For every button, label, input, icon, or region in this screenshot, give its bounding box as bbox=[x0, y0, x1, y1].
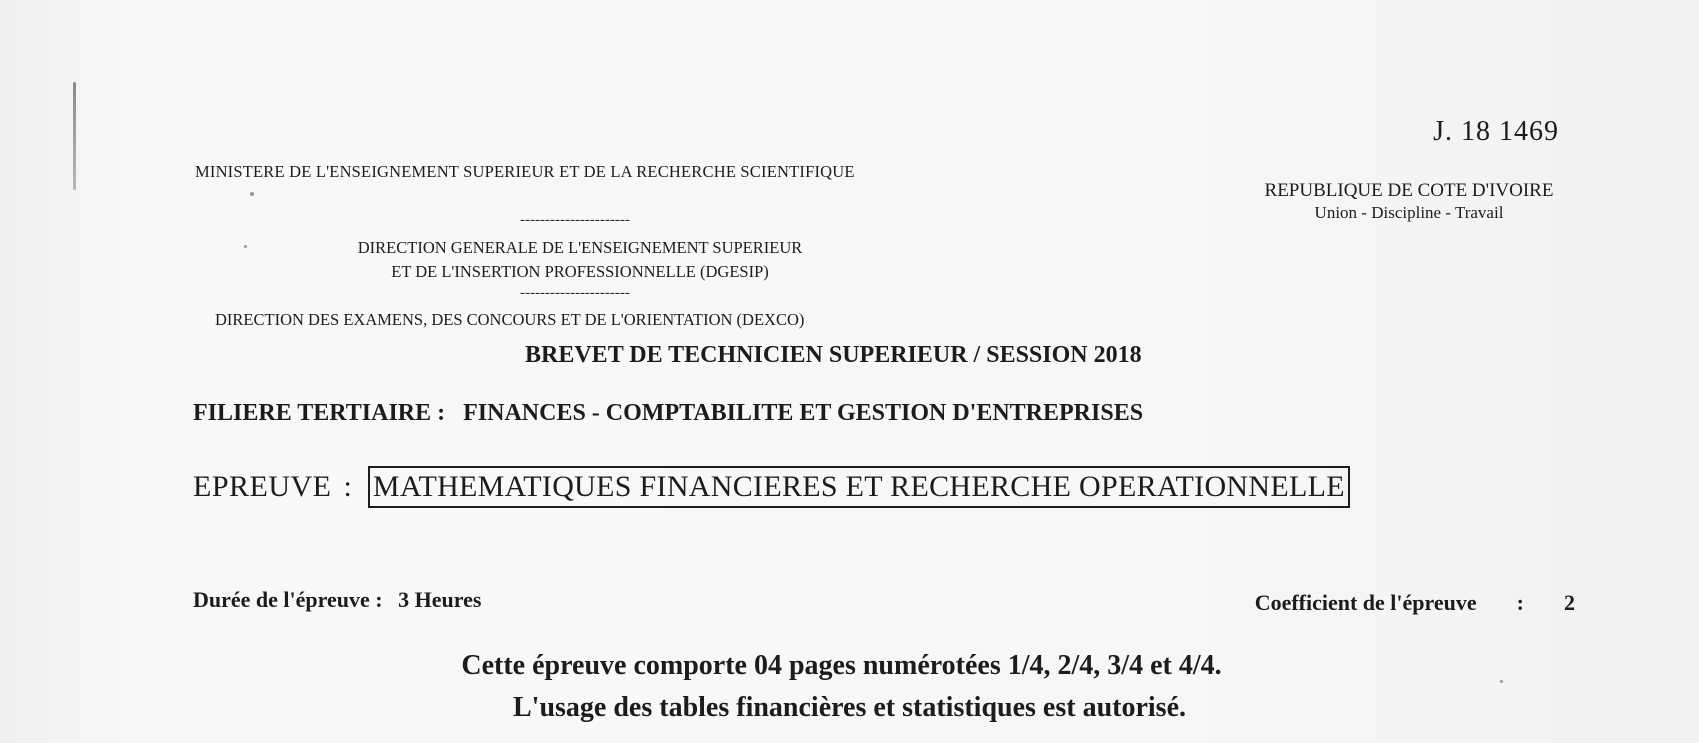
duration-line bbox=[193, 587, 481, 613]
filiere-label: FILIERE TERTIAIRE : bbox=[193, 400, 446, 426]
epreuve-colon: : bbox=[343, 470, 352, 503]
epreuve-title-box: MATHEMATIQUES FINANCIERES ET RECHERCHE OPERATIONNELLE bbox=[368, 466, 1350, 508]
ministry-header: MINISTERE DE L'ENSEIGNEMENT SUPERIEUR ET DE LA RECHERCHE SCIENTIFIQUE bbox=[195, 162, 855, 181]
filiere-value: FINANCES - COMPTABILITE ET GESTION D'ENTREPRISES bbox=[463, 400, 1144, 426]
session-title: BREVET DE TECHNICIEN SUPERIEUR / SESSION 2018 bbox=[525, 342, 1142, 368]
exam-reference-code: J. 18 1469 bbox=[1433, 116, 1559, 147]
coefficient-label: Coefficient de l'épreuve bbox=[1254, 590, 1477, 615]
duration-label: Durée de l'épreuve : bbox=[193, 587, 383, 612]
dexco-header: DIRECTION DES EXAMENS, DES CONCOURS ET DE L'ORIENTATION (DEXCO) bbox=[215, 310, 805, 329]
tables-notice: L'usage des tables financières et statistiques est autorisé. bbox=[513, 692, 1186, 723]
scan-speck bbox=[244, 245, 247, 248]
epreuve-label: EPREUVE bbox=[193, 470, 332, 503]
dgesip-block bbox=[280, 236, 880, 284]
coefficient-value: 2 bbox=[1564, 590, 1575, 615]
scan-speck bbox=[250, 192, 254, 196]
pages-notice: Cette épreuve comporte 04 pages numérotées 1/4, 2/4, 3/4 et 4/4. bbox=[461, 650, 1222, 681]
coefficient-line bbox=[1255, 590, 1575, 616]
republic-name: REPUBLIQUE DE COTE D'IVOIRE bbox=[1264, 180, 1554, 201]
dgesip-line-1: DIRECTION GENERALE DE L'ENSEIGNEMENT SUPERIEUR bbox=[357, 238, 803, 257]
header-separator: ---------------------- bbox=[520, 285, 630, 301]
header-separator: ---------------------- bbox=[520, 212, 630, 228]
republic-motto: Union - Discipline - Travail bbox=[1314, 203, 1504, 222]
duration-value: 3 Heures bbox=[398, 587, 482, 612]
republic-block bbox=[1239, 180, 1579, 224]
coefficient-colon: : bbox=[1516, 590, 1524, 615]
epreuve-line bbox=[193, 466, 1350, 508]
scan-speck bbox=[1500, 680, 1503, 683]
scan-edge-mark bbox=[73, 82, 76, 190]
dgesip-line-2: ET DE L'INSERTION PROFESSIONNELLE (DGESIP) bbox=[391, 262, 769, 281]
filiere-line bbox=[193, 400, 1143, 427]
